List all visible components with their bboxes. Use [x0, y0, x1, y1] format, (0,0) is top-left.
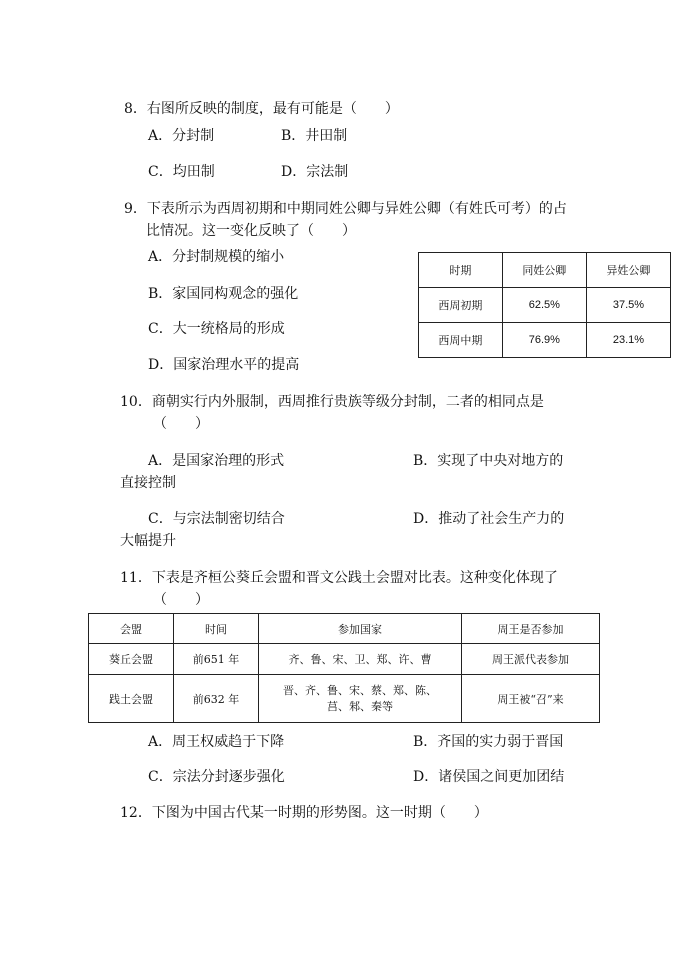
q11-cell: 前632 年: [174, 675, 259, 723]
q11-th-time: 时间: [174, 614, 259, 644]
q9-option-a: A．分封制规模的缩小: [148, 249, 285, 265]
q9-table-clip: [418, 252, 673, 347]
q8-option-c: C．均田制: [148, 164, 215, 180]
q9-cell: 62.5%: [502, 288, 586, 323]
q10-option-b-cont: 直接控制: [120, 475, 176, 491]
table-row: [89, 675, 600, 723]
q11-stem-line2: （ ）: [153, 592, 209, 608]
q9-cell: 西周初期: [419, 288, 503, 323]
q8-option-a: A．分封制: [148, 128, 215, 144]
q8-option-d: D．宗法制: [281, 164, 349, 180]
q9-th-different-surname: 异姓公卿: [586, 253, 670, 288]
q9-option-c: C．大一统格局的形成: [148, 321, 285, 337]
q11-table-header-row: [89, 614, 600, 644]
q10-stem-line1: 10．商朝实行内外服制，西周推行贵族等级分封制，二者的相同点是: [120, 394, 544, 410]
q11-option-c: C．宗法分封逐步强化: [148, 769, 285, 785]
q9-table: [418, 252, 671, 358]
q9-stem-line1: 9．下表所示为西周初期和中期同姓公卿与异姓公卿（有姓氏可考）的占: [124, 201, 567, 217]
q11-th-alliance: 会盟: [89, 614, 174, 644]
q11-cell: 前651 年: [174, 644, 259, 675]
table-row: [419, 288, 671, 323]
q11-option-b: B．齐国的实力弱于晋国: [413, 734, 564, 750]
q10-option-c: C．与宗法制密切结合: [148, 511, 285, 527]
q11-cell: 葵丘会盟: [89, 644, 174, 675]
q8-stem: 8．右图所反映的制度，最有可能是（ ）: [124, 101, 399, 117]
q9-th-same-surname: 同姓公卿: [502, 253, 586, 288]
q10-stem-line2: （ ）: [153, 416, 209, 432]
q11-table: [88, 613, 600, 723]
q9-table-header-row: [419, 253, 671, 288]
q11-option-d: D．诸侯国之间更加团结: [413, 769, 565, 785]
q11-th-states: 参加国家: [259, 614, 462, 644]
table-row: [89, 644, 600, 675]
q9-option-d: D．国家治理水平的提高: [148, 357, 300, 373]
q12-stem: 12．下图为中国古代某一时期的形势图。这一时期（ ）: [120, 805, 488, 821]
q10-option-d-cont: 大幅提升: [120, 533, 176, 549]
q11-cell: 齐、鲁、宋、卫、郑、许、曹: [259, 644, 462, 675]
q11-option-a: A．周王权威趋于下降: [148, 734, 285, 750]
q9-stem-line2: 比情况。这一变化反映了（ ）: [146, 223, 356, 239]
q10-option-a: A．是国家治理的形式: [148, 453, 285, 469]
q9-cell: 76.9%: [502, 323, 586, 358]
q11-cell: 周王派代表参加: [462, 644, 600, 675]
q9-cell: 37.5%: [586, 288, 670, 323]
q8-option-b: B．井田制: [281, 128, 348, 144]
q9-option-b: B．家国同构观念的强化: [148, 286, 299, 302]
q9-cell: 西周中期: [419, 323, 503, 358]
table-row: [419, 323, 671, 358]
q9-cell: 23.1%: [586, 323, 670, 358]
q9-th-period: 时期: [419, 253, 503, 288]
q11-stem-line1: 11．下表是齐桓公葵丘会盟和晋文公践土会盟对比表。这种变化体现了: [120, 570, 558, 586]
q11-th-king-attend: 周王是否参加: [462, 614, 600, 644]
q10-option-d: D．推动了社会生产力的: [413, 511, 565, 527]
q11-cell: 践土会盟: [89, 675, 174, 723]
q11-cell: 晋、齐、鲁、宋、蔡、郑、陈、莒、邾、秦等: [259, 675, 462, 723]
q11-cell: 周王被“召”来: [462, 675, 600, 723]
q10-option-b: B．实现了中央对地方的: [413, 453, 564, 469]
